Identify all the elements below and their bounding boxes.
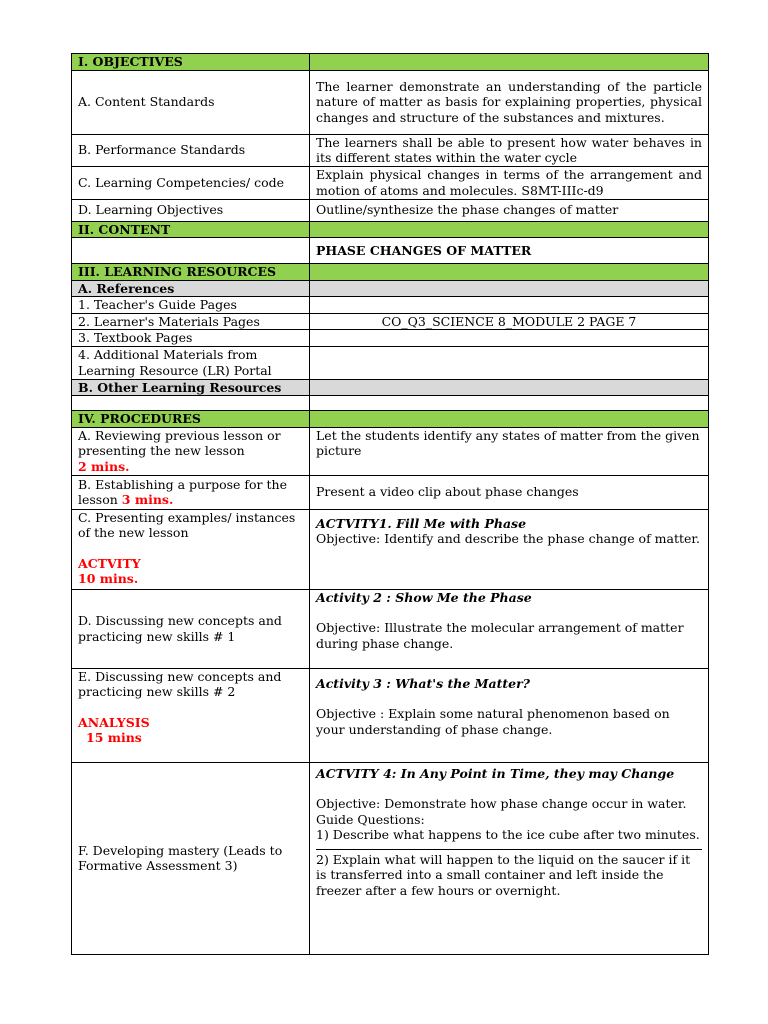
- procedures-header-row: [72, 411, 709, 428]
- learners-materials-value: CO_Q3_SCIENCE 8_MODULE 2 PAGE 7: [310, 313, 709, 330]
- performance-standards-label: B. Performance Standards: [72, 134, 310, 166]
- procedure-f-label: F. Developing mastery (Leads to Formative Assessment 3): [72, 762, 310, 954]
- teachers-guide-row: [72, 297, 709, 314]
- procedure-d-title: Activity 2 : Show Me the Phase: [316, 589, 532, 605]
- procedure-a-time: 2 mins.: [78, 458, 130, 474]
- objectives-header: I. OBJECTIVES: [72, 54, 310, 71]
- objectives-header-row: [72, 54, 709, 71]
- procedure-b-time: 3 mins.: [121, 492, 174, 507]
- other-resources-row: [72, 396, 709, 411]
- answer-line: [316, 849, 702, 850]
- procedure-b-label: B. Establishing a purpose for the lesson: [78, 476, 287, 507]
- content-standards-row: [72, 70, 709, 134]
- additional-materials-label: 4. Additional Materials from Learning Resource (LR) Portal: [72, 346, 310, 379]
- procedure-c-time: 10 mins.: [78, 571, 139, 586]
- learners-materials-label: 2. Learner's Materials Pages: [72, 313, 310, 330]
- procedure-c-title: ACTVITY1. Fill Me with Phase: [316, 515, 527, 531]
- content-standards-label: A. Content Standards: [72, 70, 310, 134]
- learners-materials-row: [72, 313, 709, 330]
- procedure-c-value: Objective: Identify and describe the phase change of matter.: [316, 531, 701, 546]
- procedure-c-label: C. Presenting examples/ instances of the new lesson: [78, 509, 296, 540]
- procedure-f-title: ACTVITY 4: In Any Point in Time, they may Change: [316, 765, 675, 781]
- competencies-row: [72, 166, 709, 199]
- procedure-f-objective: Objective: Demonstrate how phase change occur in water.: [316, 796, 687, 811]
- procedure-d-row: [72, 589, 709, 668]
- procedure-f-row: [72, 762, 709, 954]
- resources-header: III. LEARNING RESOURCES: [72, 264, 310, 281]
- content-header-row: [72, 221, 709, 238]
- learning-objectives-row: [72, 199, 709, 221]
- content-row: [72, 238, 709, 264]
- procedure-d-label: D. Discussing new concepts and practicing new skills # 1: [72, 589, 310, 668]
- procedure-a-label: A. Reviewing previous lesson or presenting the new lesson: [78, 427, 281, 458]
- procedure-e-value: Objective : Explain some natural phenomenon based on your understanding of phase change.: [316, 706, 670, 737]
- textbook-label: 3. Textbook Pages: [72, 330, 310, 347]
- resources-header-row: [72, 264, 709, 281]
- procedure-f-guide: Guide Questions:: [316, 811, 425, 827]
- procedure-b-row: [72, 475, 709, 509]
- procedures-header: IV. PROCEDURES: [72, 411, 310, 428]
- procedure-e-tag: ANALYSIS: [78, 714, 150, 730]
- other-resources-header: B. Other Learning Resources: [72, 379, 310, 396]
- learning-objectives-value: Outline/synthesize the phase changes of matter: [310, 199, 709, 221]
- content-header: II. CONTENT: [72, 221, 310, 238]
- procedure-a-value: Let the students identify any states of matter from the given picture: [310, 427, 709, 475]
- textbook-row: [72, 330, 709, 347]
- content-standards-value: The learner demonstrate an understanding of the particle nature of matter as basis for explaining properties, physical changes and structure of the substances and mixtures.: [310, 70, 709, 134]
- procedure-c-tag: ACTVITY: [78, 555, 141, 571]
- procedure-f-question-2: 2) Explain what will happen to the liquid on the saucer if it is transferred into a small container and left inside the freezer after a few hours or overnight.: [316, 851, 691, 898]
- references-header: A. References: [72, 280, 310, 297]
- procedure-e-row: [72, 668, 709, 762]
- other-resources-header-row: [72, 379, 709, 396]
- learning-objectives-label: D. Learning Objectives: [72, 199, 310, 221]
- procedure-e-title: Activity 3 : What's the Matter?: [316, 675, 530, 691]
- teachers-guide-label: 1. Teacher's Guide Pages: [72, 297, 310, 314]
- procedure-a-row: [72, 427, 709, 475]
- additional-materials-row: [72, 346, 709, 379]
- procedure-c-row: [72, 509, 709, 589]
- procedure-d-value: Objective: Illustrate the molecular arrangement of matter during phase change.: [316, 620, 684, 651]
- performance-standards-row: [72, 134, 709, 166]
- procedure-e-label: E. Discussing new concepts and practicing new skills # 2: [78, 668, 282, 699]
- performance-standards-value: The learners shall be able to present how water behaves in its different states within the water cycle: [310, 134, 709, 166]
- competencies-value: Explain physical changes in terms of the arrangement and motion of atoms and molecules. S8MT-IIIc-d9: [310, 166, 709, 199]
- references-header-row: [72, 280, 709, 297]
- lesson-plan-table: [71, 53, 709, 955]
- procedure-e-time: 15 mins: [86, 730, 142, 745]
- content-value: PHASE CHANGES OF MATTER: [310, 238, 709, 264]
- procedure-f-question-1: 1) Describe what happens to the ice cube after two minutes.: [316, 827, 700, 842]
- procedure-b-value: Present a video clip about phase changes: [310, 475, 709, 509]
- competencies-label: C. Learning Competencies/ code: [72, 166, 310, 199]
